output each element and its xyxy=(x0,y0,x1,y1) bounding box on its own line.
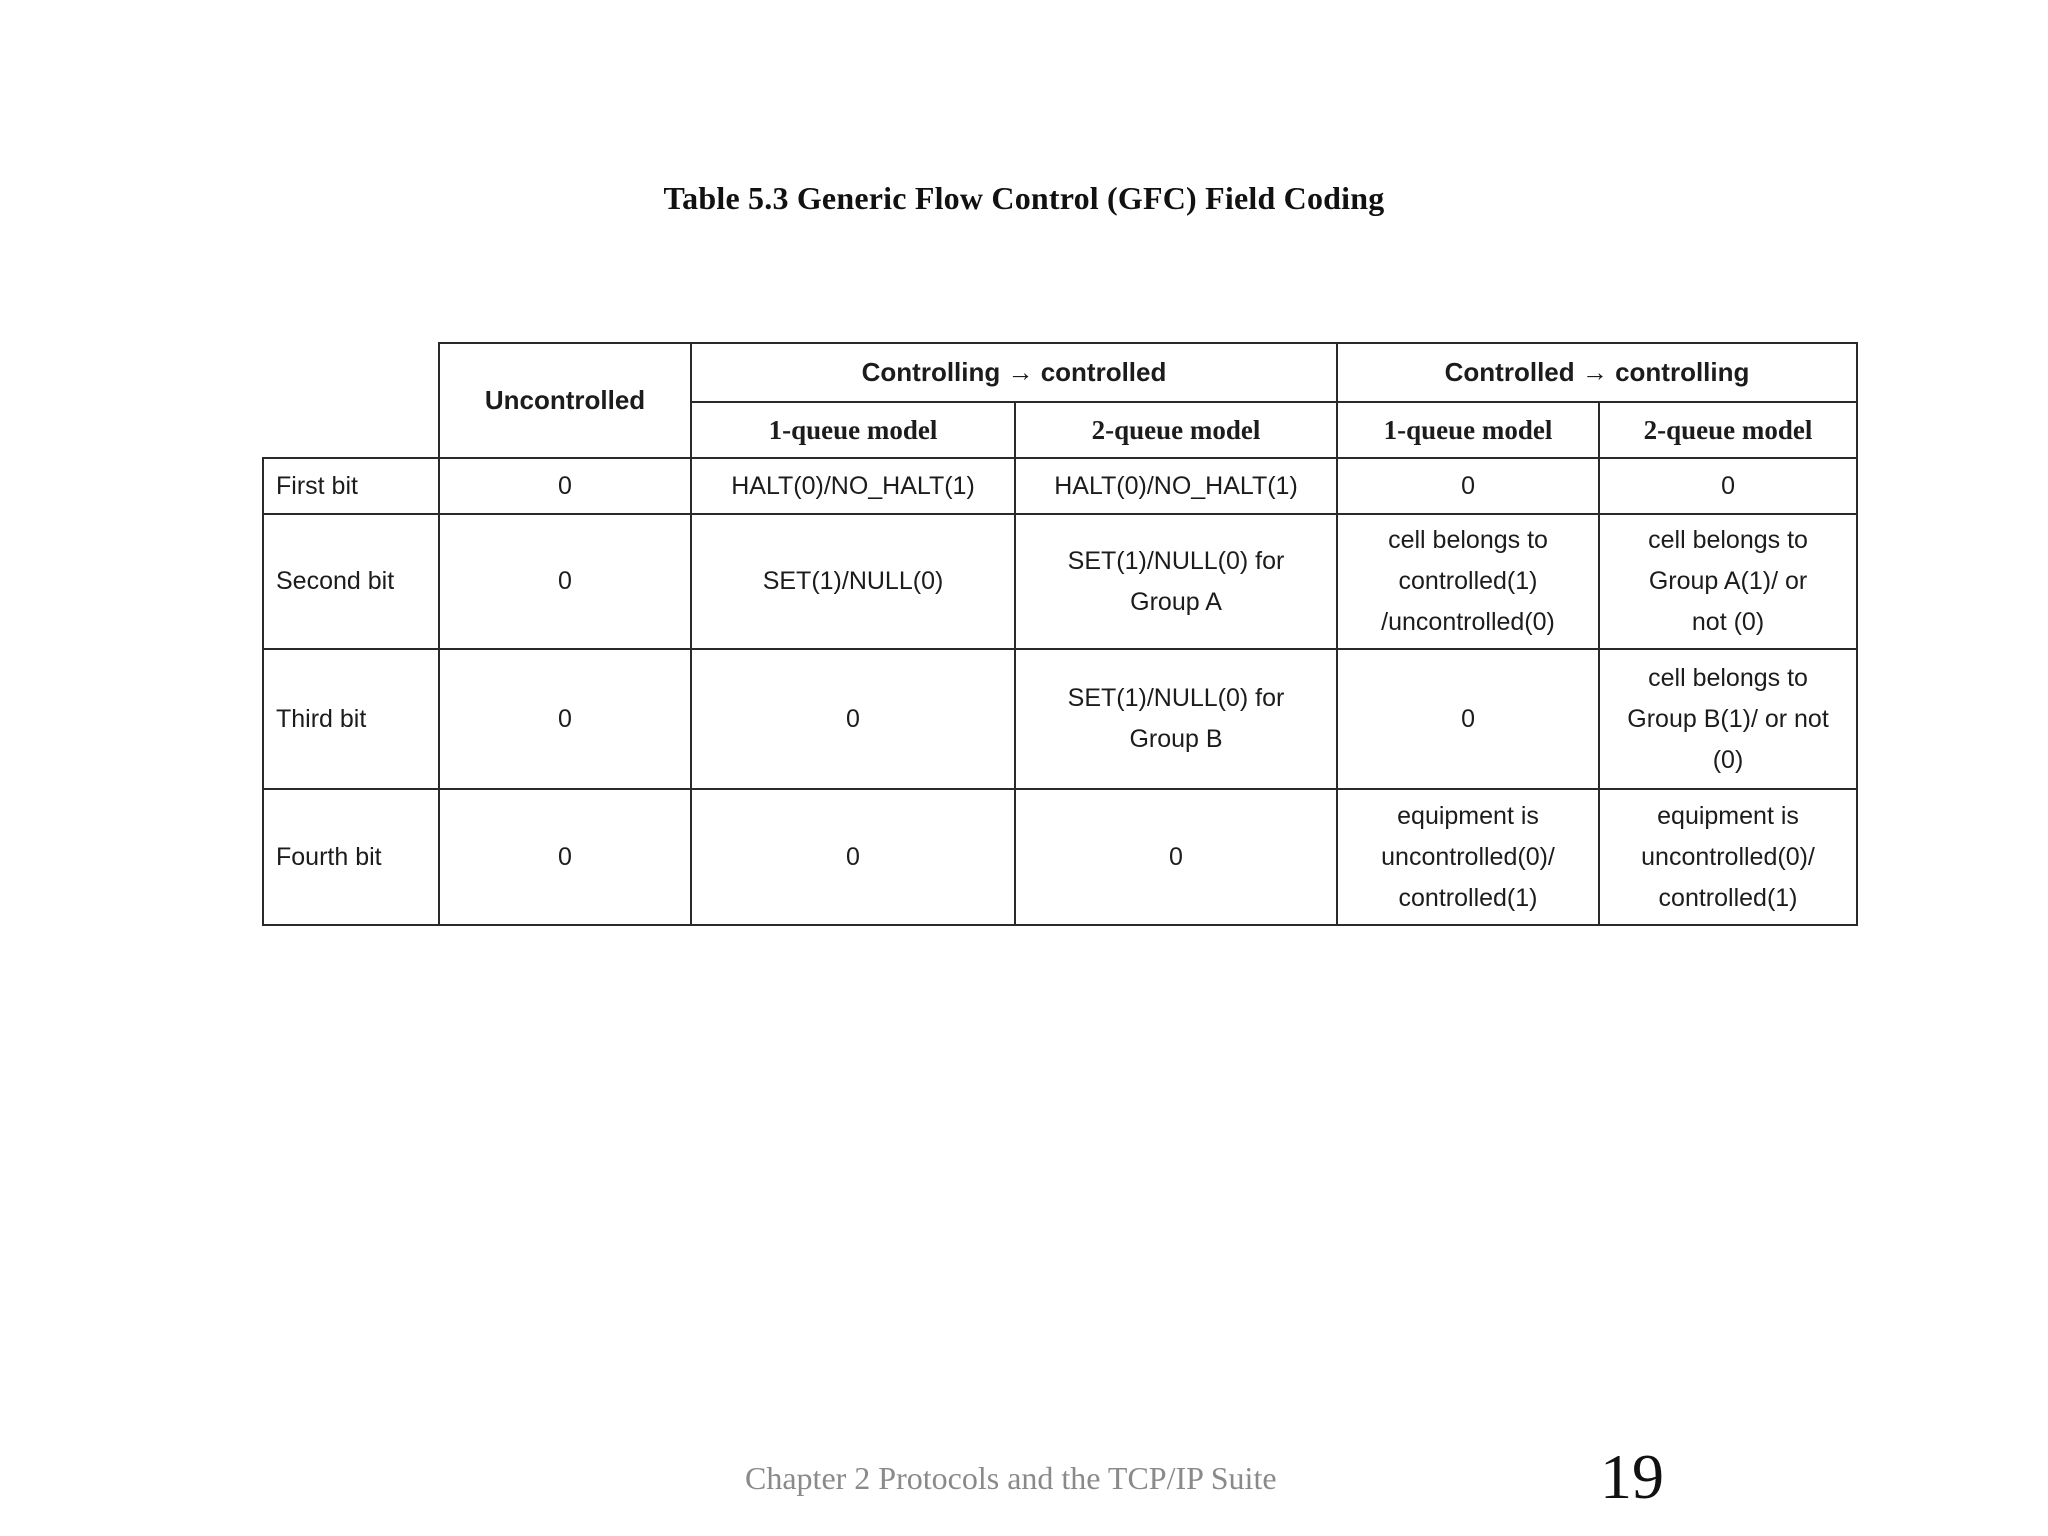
table-cell: 0 xyxy=(439,789,691,925)
table-cell: HALT(0)/NO_HALT(1) xyxy=(691,458,1015,514)
header-controlling-to-controlled: Controlling → controlled xyxy=(691,343,1337,402)
table-cell: 0 xyxy=(439,514,691,649)
subheader-2-queue-model: 2-queue model xyxy=(1015,402,1337,458)
row-label: Third bit xyxy=(263,649,439,789)
table-cell: cell belongs to Group A(1)/ or not (0) xyxy=(1599,514,1857,649)
table-cell: SET(1)/NULL(0) xyxy=(691,514,1015,649)
table-cell: 0 xyxy=(1599,458,1857,514)
table-row xyxy=(263,789,1857,925)
table-cell: cell belongs to Group B(1)/ or not (0) xyxy=(1599,649,1857,789)
table-cell: 0 xyxy=(1015,789,1337,925)
row-label: Second bit xyxy=(263,514,439,649)
table-row xyxy=(263,649,1857,789)
subheader-2-queue-model: 2-queue model xyxy=(1599,402,1857,458)
row-label: Fourth bit xyxy=(263,789,439,925)
subheader-1-queue-model: 1-queue model xyxy=(691,402,1015,458)
table-cell: SET(1)/NULL(0) for Group A xyxy=(1015,514,1337,649)
table-cell: cell belongs to controlled(1) /uncontrolled(0) xyxy=(1337,514,1599,649)
table-cell: 0 xyxy=(439,458,691,514)
row-label: First bit xyxy=(263,458,439,514)
page-number: 19 xyxy=(1600,1441,1664,1512)
table-cell: 0 xyxy=(439,649,691,789)
footer-chapter-title: Chapter 2 Protocols and the TCP/IP Suite xyxy=(745,1460,1277,1496)
table-header-row xyxy=(263,343,1857,402)
table-row xyxy=(263,514,1857,649)
corner-cell xyxy=(263,343,439,458)
table-cell: equipment is uncontrolled(0)/ controlled(1) xyxy=(1599,789,1857,925)
table-cell: SET(1)/NULL(0) for Group B xyxy=(1015,649,1337,789)
table-title: Table 5.3 Generic Flow Control (GFC) Field Coding xyxy=(663,180,1385,216)
header-uncontrolled: Uncontrolled xyxy=(439,343,691,458)
header-controlled-to-controlling: Controlled → controlling xyxy=(1337,343,1857,402)
table-cell: equipment is uncontrolled(0)/ controlled(1) xyxy=(1337,789,1599,925)
table-cell: 0 xyxy=(691,649,1015,789)
table-cell: 0 xyxy=(691,789,1015,925)
gfc-coding-table xyxy=(262,342,1858,926)
table-cell: HALT(0)/NO_HALT(1) xyxy=(1015,458,1337,514)
table-cell: 0 xyxy=(1337,458,1599,514)
table-row xyxy=(263,458,1857,514)
table-cell: 0 xyxy=(1337,649,1599,789)
subheader-1-queue-model: 1-queue model xyxy=(1337,402,1599,458)
